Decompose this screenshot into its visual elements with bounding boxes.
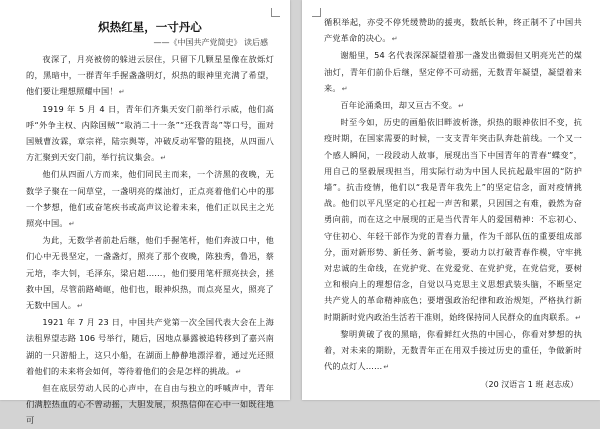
paragraph: 百年论涌桑田，却又亘古不变。↵ [340, 100, 465, 111]
paragraph: 谢船里，54 名代表深深凝望着那一盏发出微弱但又明亮光芒的煤油灯，青年们前仆后继，坚定停不可动摇，无数青年凝望，凝望着来来。↵ [324, 50, 582, 93]
paragraph-mark-icon: ↵ [458, 102, 465, 111]
paragraph: 黎明黄破了夜的黑暗，你看鲜红火热的中国心，你看对梦想的执着，对未来的期盼，无数青年正在用双手接过历史的重任，争做新时代的点灯人……↵ [324, 328, 582, 372]
paragraph: 但在底层劳动人民的心声中，在自由与独立的呼喊声中，青年们满腔热血的心不曾动摇，大胆发展，炽热信仰在心中一如既往地可 [26, 383, 274, 426]
paragraph: 夜深了，月亮被傍的躲进云层住，只留下几颗星星像在放烁灯的，黑暗中，一群青年手握盏盏明灯，炽热的眼神里充满了希望，他们要让理想照耀中国！↵ [26, 54, 274, 97]
page-corner-mark [271, 8, 280, 17]
paragraph: 他们从四面八方而来，他们同民主而来，一个济黑的夜晚，无数学子聚在一间草堂，一盏明亮的煤油灯，正点亮着他们心中的那一个梦想，他们或奋笔疾书或高声议论着未来，他们正以民主之光照亮中国。↵ [26, 169, 274, 229]
page-corner-mark [312, 8, 321, 17]
document-title: 炽热红星，一寸丹心 [98, 20, 202, 34]
document-page-right [302, 0, 600, 400]
paragraph-mark-icon: ↵ [341, 84, 348, 93]
paragraph-mark-icon: ↵ [575, 313, 582, 322]
paragraph-mark-icon: ↵ [391, 35, 398, 44]
document-page-left [0, 0, 290, 426]
paragraph-mark-icon: ↵ [160, 154, 167, 163]
paragraph: 时至今如，历史的画船依旧畔波析涤，炽热的眼神依旧不变，抗疫时期，在国家需要的时候，一支支青年突击队奔赴前线。一个又一个感人瞬间，一段段动人故事，展现出当下中国青年的青春“蝶变”，用自己的坚毅展现担当，用实际行动为中国人民抗起最牢固的“防护墙”。抗击疫情，他们以“我是青年我先上”的坚定信念，面对疫情挑战。他们以平凡坚定的心扛起一声苦和累，只因国之有难，毅然为奋勇向前，而在这之中展现的正是当代青年人的爱国精神：不忘初心、守住初心、年轻干部作为党的青春力量，作为千部队伍的重要组成部分，面对新形势、新任务、新考验，要动力以打破青春作模，守牢挑对忠诚的生命线，在党护党、在党爱党、在党护党，在党信党，要树立和根向上的理想信念，自觉以马克思主义思想武装头脑，不断坚定共产党人的革命精神底色；要增强政治纪律和政治规矩，严格执行新时期新时党内政治生活若干准则，始终保持同人民群众的血肉联系。↵ [324, 117, 582, 322]
paragraph: 1919 年 5 月 4 日，青年们齐集天安门前举行示威，他们高呼“外争主权、内除国贼”“取消二十一条”“还我青岛”等口号，面对国贼曹汝霖，章宗祥，陆宗舆等，冲破反动军警的阻挠，从四面八方汇聚到天安门前，举行抗议集会。↵ [26, 103, 274, 163]
paragraph: 循积举起，亦受不停凭缓赞助的援夷，数纸长种，终正制不了中国共产党革命的决心。↵ [324, 17, 582, 44]
paragraph: 1921 年 7 月 23 日，中国共产党第一次全国代表大会在上海法租界望志路 106 号举行，随后，因地点暴露被追转移到了嘉兴南湖的一只游船上，这只小船，在湖面上静静地漂浮着，通过光还照着他们的未来将会如何，等待着他们的会是怎样的挑战。↵ [26, 317, 274, 376]
author-signature: （20 汉语言 1 班 赵志成） [480, 380, 578, 390]
paragraph-mark-icon: ↵ [68, 220, 75, 229]
paragraph-mark-icon: ↵ [118, 88, 125, 97]
paragraph-mark-icon: ↵ [77, 302, 84, 311]
paragraph: 为此，无数学者前赴后继，他们手握笔杆，他们奔波口中，他们心中无畏坚定，一盏盏灯，照亮了那个夜晚，陈独秀，鲁迅，蔡元培，李大钊，毛泽东，梁启超……，他们要用笔杆照亮扶会，拯救中国，尽管前路崎岖，他们也，眼神炽热，而点亮星火，照亮了无数中国人。↵ [26, 235, 274, 311]
paragraph-mark-icon: ↵ [383, 363, 390, 372]
document-subtitle: ——《中国共产党简史》 读后感 [153, 38, 268, 47]
paragraph-mark-icon: ↵ [235, 367, 242, 376]
